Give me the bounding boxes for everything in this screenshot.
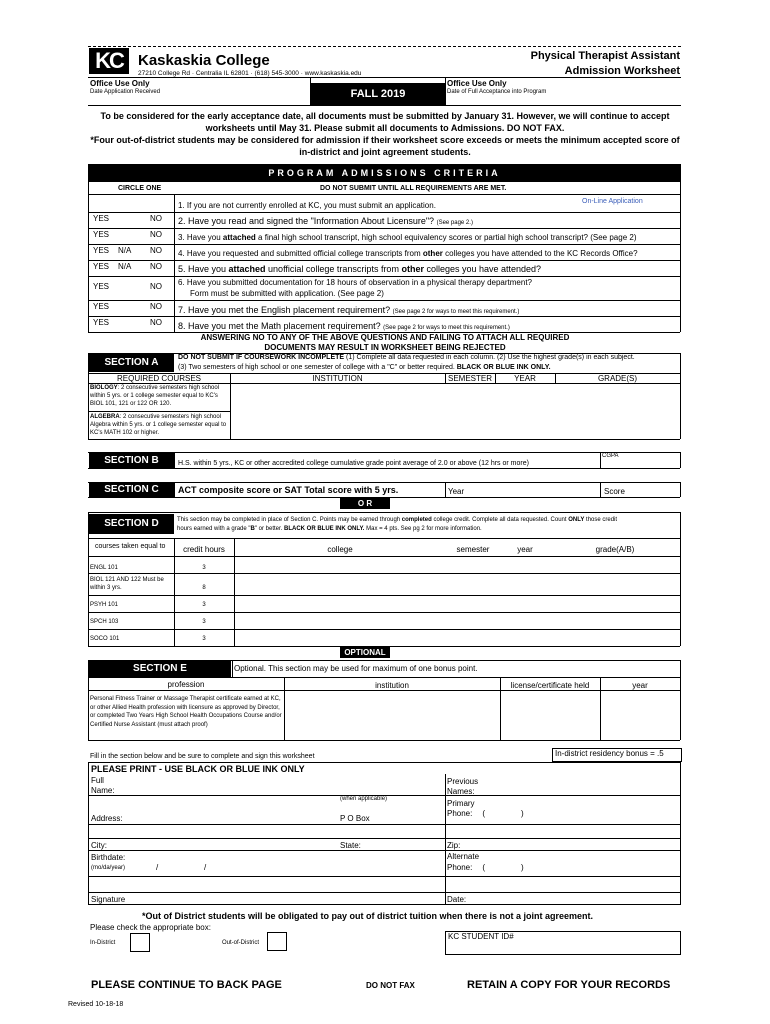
in-district-label: In-District: [90, 940, 116, 946]
student-id-field[interactable]: KC STUDENT ID#: [445, 931, 681, 955]
col-year: YEAR: [514, 374, 536, 383]
date-full-acceptance-label: Date of Full Acceptance into Program: [447, 89, 547, 95]
state-label[interactable]: State:: [340, 841, 361, 850]
col-d-semester: semester: [456, 545, 490, 554]
dob-format-hint: (mo/da/year): [91, 865, 126, 871]
names-label[interactable]: Names:: [447, 787, 475, 796]
question-1: 1. If you are not currently enrolled at KC, you must submit an application.: [178, 201, 436, 210]
credit-cell: 3: [202, 636, 206, 642]
out-district-checkbox[interactable]: [267, 932, 287, 951]
out-district-label: Out-of-District: [222, 940, 260, 946]
section-c-score: Score: [604, 487, 625, 496]
intro-line-1: To be considered for the early acceptance date, all documents must be submitted by January 31. However, we will continue to accept: [100, 111, 670, 121]
col-e-institution: institution: [375, 681, 409, 690]
course-row: ENGL 101: [90, 565, 118, 571]
course-row: SOCO 101: [90, 636, 120, 642]
question-6-line-1: 6. Have you submitted documentation for 18 hours of observation in a physical therapy department?: [178, 278, 532, 287]
warning-line-1: ANSWERING NO TO ANY OF THE ABOVE QUESTIONS AND FAILING TO ATTACH ALL REQUIRED: [200, 333, 570, 342]
optional-tag: OPTIONAL: [340, 647, 390, 658]
doc-title-2: Admission Worksheet: [564, 65, 680, 77]
section-d-label: SECTION D: [89, 514, 174, 534]
section-c-text: ACT composite score or SAT Total score with 5 yrs.: [178, 485, 399, 495]
q2-no[interactable]: NO: [150, 214, 162, 223]
q5-na[interactable]: N/A: [118, 262, 132, 271]
question-4: 4. Have you requested and submitted official college transcripts from other colleges you have attended to the KC Records Office?: [178, 249, 638, 258]
fill-in-instructions: Fill in the section below and be sure to complete and sign this worksheet: [90, 753, 315, 760]
dob-slash-1: /: [156, 863, 159, 872]
col-semester: SEMESTER: [447, 374, 492, 383]
col-institution: INSTITUTION: [312, 374, 363, 383]
section-a-label: SECTION A: [89, 354, 174, 372]
do-not-fax: DO NOT FAX: [366, 981, 415, 990]
section-d-text-2: hours earned with a grade "B" or better. BLACK OR BLUE INK ONLY. Max = 4 pts. See pg 2 for more information.: [177, 526, 482, 532]
full-label: Full: [91, 776, 104, 785]
col-d-year: year: [517, 545, 533, 554]
alternate-phone-label[interactable]: Phone: ( ): [447, 863, 524, 872]
section-c-year: Year: [448, 487, 465, 496]
section-d-text-1: This section may be completed in place of Section C. Points may be earned through completed college credit. Complete all data requested. Count ONLY those credit: [177, 517, 618, 523]
criteria-banner: PROGRAM ADMISSIONS CRITERIA: [89, 164, 680, 182]
credit-cell: 8: [202, 585, 206, 591]
col-courses: courses taken equal to: [95, 543, 166, 550]
col-grades: GRADE(S): [597, 374, 638, 383]
credit-cell: 3: [202, 619, 206, 625]
revised-date: Revised 10-18-18: [68, 1001, 124, 1008]
col-credit-hours: credit hours: [183, 545, 225, 554]
print-heading: PLEASE PRINT - USE BLACK OR BLUE INK ONLY: [91, 764, 305, 774]
question-7: 7. Have you met the English placement requirement? (See page 2 for ways to meet this requirement.): [178, 305, 520, 315]
cgpa-label: CGPA: [602, 453, 619, 459]
q5-no[interactable]: NO: [150, 262, 162, 271]
q5-yes[interactable]: YES: [93, 262, 110, 271]
residency-bonus: In-district residency bonus = .5: [552, 748, 682, 762]
course-row: SPCH 103: [90, 619, 119, 625]
credit-cell: 3: [202, 565, 206, 571]
kc-logo: KC: [89, 48, 129, 74]
q6-yes[interactable]: YES: [93, 282, 110, 291]
question-3: 3. Have you attached a final high school transcript, high school equivalency scores or partial high school transcript? (See page 2): [178, 233, 637, 242]
col-license: license/certificate held: [510, 681, 590, 690]
col-required-courses: REQUIRED COURSES: [116, 374, 201, 383]
when-applicable-note: (when applicable): [340, 796, 388, 802]
address-label[interactable]: Address:: [91, 814, 123, 823]
previous-label: Previous: [447, 777, 479, 786]
alternate-label: Alternate: [447, 852, 480, 861]
po-box-label[interactable]: P O Box: [340, 814, 370, 823]
check-box-prompt: Please check the appropriate box:: [90, 923, 211, 932]
course-row: BIOL 121 AND 122 Must be within 3 yrs.: [90, 577, 164, 591]
city-label[interactable]: City:: [91, 841, 107, 850]
office-use-right: Office Use Only: [447, 79, 507, 88]
primary-label: Primary: [447, 799, 475, 808]
do-not-submit-label: DO NOT SUBMIT UNTIL ALL REQUIREMENTS ARE MET.: [320, 185, 507, 192]
section-b-label: SECTION B: [89, 453, 174, 469]
q3-yes[interactable]: YES: [93, 230, 110, 239]
warning-line-2: DOCUMENTS MAY RESULT IN WORKSHEET BEING REJECTED: [264, 343, 506, 352]
section-c-label: SECTION C: [89, 483, 174, 497]
office-use-left: Office Use Only: [90, 79, 150, 88]
or-divider: O R: [340, 498, 390, 509]
out-of-district-note: *Out of District students will be obligated to pay out of district tuition when there is not a joint agreement.: [142, 911, 594, 921]
retain-copy: RETAIN A COPY FOR YOUR RECORDS: [467, 979, 671, 991]
section-e-text: Optional. This section may be used for maximum of one bonus point.: [234, 664, 478, 673]
algebra-requirement: ALGEBRA: 2 consecutive semesters high school Algebra within 5 yrs. or 1 college semester equal to KC's MATH 102 or higher.: [90, 414, 227, 436]
dob-slash-2: /: [204, 863, 207, 872]
q2-yes[interactable]: YES: [93, 214, 110, 223]
term-badge: FALL 2019: [311, 83, 445, 105]
q6-no[interactable]: NO: [150, 282, 162, 291]
section-a-instructions-2: (3) Two semesters of high school or one semester of college with a "C" or better required. BLACK OR BLUE INK ONLY.: [178, 364, 551, 371]
college-address: 27210 College Rd · Centralia IL 62801 · (618) 545-3000 · www.kaskaskia.edu: [138, 70, 362, 77]
credit-cell: 3: [202, 602, 206, 608]
continue-to-back: PLEASE CONTINUE TO BACK PAGE: [91, 979, 282, 991]
q7-yes[interactable]: YES: [93, 302, 110, 311]
zip-label[interactable]: Zip:: [447, 841, 461, 850]
question-2: 2. Have you read and signed the "Information About Licensure"? (See page 2.): [178, 216, 473, 226]
signature-label[interactable]: Signature: [91, 895, 126, 904]
q8-yes[interactable]: YES: [93, 318, 110, 327]
question-6-line-2: Form must be submitted with application. (See page 2): [190, 289, 384, 298]
section-e-label: SECTION E: [89, 661, 231, 677]
doc-title-1: Physical Therapist Assistant: [530, 50, 680, 62]
col-college: college: [327, 545, 353, 554]
question-8: 8. Have you met the Math placement requirement? (See page 2 for ways to meet this requirement.): [178, 321, 510, 331]
intro-line-2: worksheets until May 31. Please submit all documents to Admissions. DO NOT FAX.: [205, 123, 565, 133]
online-application-link[interactable]: On-Line Application: [582, 198, 643, 205]
q7-no[interactable]: NO: [150, 302, 162, 311]
q8-no[interactable]: NO: [150, 318, 162, 327]
section-a-instructions-1: DO NOT SUBMIT IF COURSEWORK INCOMPLETE (1) Complete all data requested in each column. (2) Use the highest grade(s) in each subject.: [178, 354, 635, 361]
section-e-description: Personal Fitness Trainer or Massage Therapist certificate earned at KC, or other Allied Health profession with licensure as approved by Director, or completed Two Years High School Health Occupations Course and/or Certified Nurse Assistant (must attach proof): [90, 696, 282, 728]
in-district-checkbox[interactable]: [130, 933, 150, 952]
college-name: Kaskaskia College: [138, 52, 270, 69]
q3-no[interactable]: NO: [150, 230, 162, 239]
date-app-received-label: Date Application Received: [90, 89, 161, 95]
birthdate-label[interactable]: Birthdate:: [91, 853, 126, 862]
name-label[interactable]: Name:: [91, 786, 115, 795]
q4-na[interactable]: N/A: [118, 246, 132, 255]
circle-one-label: CIRCLE ONE: [118, 185, 162, 192]
intro-line-3: *Four out-of-district students may be considered for admission if their worksheet score exceeds or meets the minimum accepted score of: [90, 135, 680, 145]
col-grade-ab: grade(A/B): [595, 545, 635, 554]
q4-yes[interactable]: YES: [93, 246, 110, 255]
col-e-year: year: [632, 681, 648, 690]
section-b-text: H.S. within 5 yrs., KC or other accredited college cumulative grade point average of 2.0 or above (12 hrs or more): [178, 460, 529, 467]
q4-no[interactable]: NO: [150, 246, 162, 255]
col-profession: profession: [167, 680, 205, 689]
question-5: 5. Have you attached unofficial college transcripts from other colleges you have attended?: [178, 264, 542, 274]
course-row: PSYH 101: [90, 602, 119, 608]
date-label[interactable]: Date:: [447, 895, 467, 904]
primary-phone-label[interactable]: Phone: ( ): [447, 809, 524, 818]
intro-line-4: in-district and joint agreement students.: [299, 147, 471, 157]
biology-requirement: BIOLOGY: 2 consecutive semesters high school within 5 yrs. or 1 college semester equal to KC's BIOL 101, 121 or 122 OR 120.: [90, 385, 220, 407]
